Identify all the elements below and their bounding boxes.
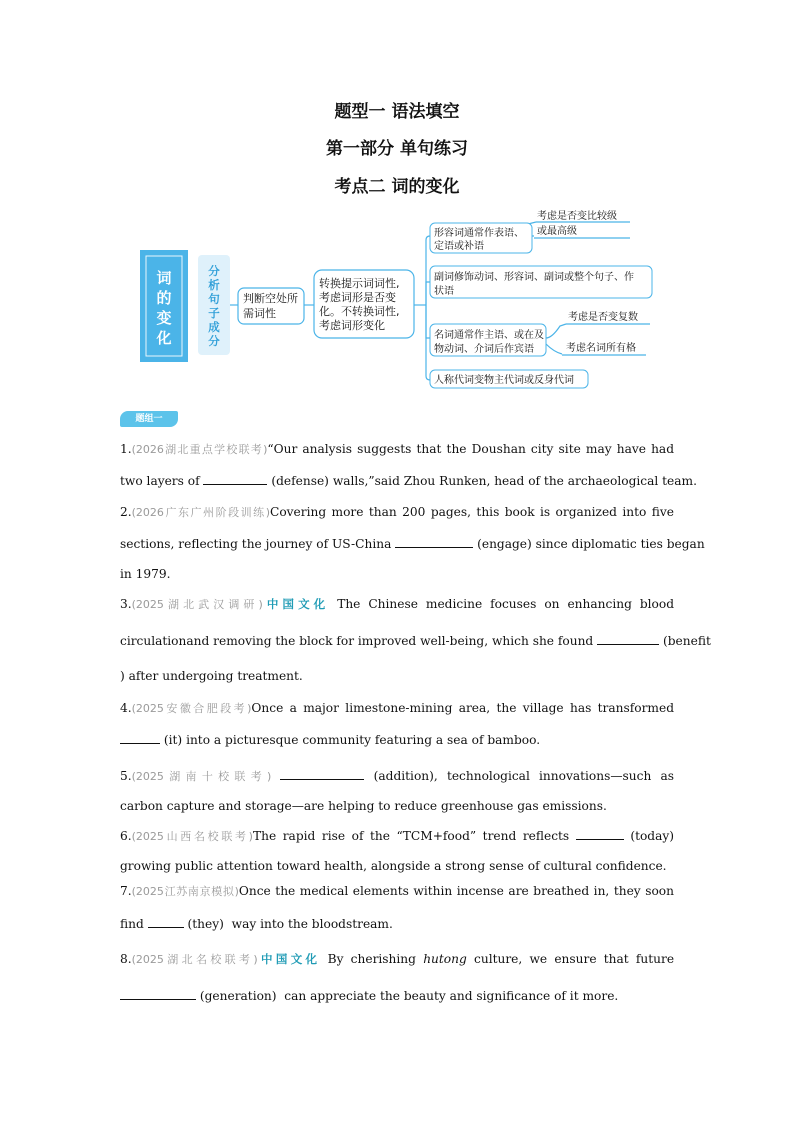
answer-blank[interactable] bbox=[576, 827, 624, 840]
question-3-line-1: 3.(2025湖北武汉调研)中国文化 The Chinese medicine focuses on enhancing blood bbox=[120, 597, 675, 611]
question-source: (2025山西名校联考) bbox=[131, 830, 253, 843]
question-2-line-1: 2.(2026广东广州阶段训练)Covering more than 200 pages, this book is organized into five bbox=[120, 505, 674, 519]
section-title: 第一部分 单句练习 bbox=[326, 139, 468, 159]
question-group-tag: 题组一 bbox=[120, 411, 178, 427]
question-2-line-3: in 1979. bbox=[120, 567, 171, 581]
mm-step1-char: 句 bbox=[208, 292, 220, 306]
question-source: (2025湖北武汉调研) bbox=[131, 598, 263, 611]
mm-step1-char: 分 bbox=[208, 264, 220, 278]
question-5-line-1: 5.(2025湖南十校联考) (addition), technological innovations—such as bbox=[120, 769, 674, 783]
document-title: 题型一 语法填空 bbox=[334, 102, 460, 122]
question-source: (2026湖北重点学校联考) bbox=[131, 443, 268, 456]
mm-root-char: 的 bbox=[156, 289, 172, 307]
mind-map bbox=[0, 0, 794, 420]
question-source: (2026广东广州阶段训练) bbox=[131, 506, 270, 519]
mm-branch1-line: 形容词通常作表语、 bbox=[434, 228, 524, 239]
mm-branch4-line: 人称代词变物主代词或反身代词 bbox=[434, 375, 574, 386]
mm-branch1-leaf-line: 或最高级 bbox=[537, 226, 577, 237]
mm-branch3-leaf2: 考虑名词所有格 bbox=[566, 343, 636, 354]
mm-step2-line: 需词性 bbox=[243, 307, 276, 320]
question-1-line-2: two layers of (defense) walls,”said Zhou Runken, head of the archaeological team. bbox=[120, 474, 697, 488]
mm-root-char: 变 bbox=[156, 309, 172, 327]
mm-step2-line: 判断空处所 bbox=[243, 292, 298, 305]
mm-step1-char: 析 bbox=[208, 278, 220, 292]
question-5-line-2: carbon capture and storage—are helping to reduce greenhouse gas emissions. bbox=[120, 799, 607, 813]
question-source: (2025湖南十校联考) bbox=[131, 770, 272, 783]
mm-root-char: 词 bbox=[156, 269, 172, 287]
question-4-line-1: 4.(2025安徽合肥段考)Once a major limestone-mining area, the village has transformed bbox=[120, 701, 675, 715]
mm-step3-line: 转换提示词词性, bbox=[319, 277, 400, 290]
question-4-line-2: (it) into a picturesque community featuring a sea of bamboo. bbox=[120, 731, 674, 748]
mm-step3-line: 考虑词形变化 bbox=[319, 319, 385, 332]
answer-blank[interactable] bbox=[597, 632, 659, 645]
mm-branch3-leaf1: 考虑是否变复数 bbox=[568, 312, 638, 323]
answer-blank[interactable] bbox=[148, 915, 184, 928]
question-source: (2025江苏南京模拟) bbox=[131, 885, 239, 898]
mm-step1-char: 子 bbox=[208, 306, 220, 320]
mm-branch3-line: 物动词、介词后作宾语 bbox=[434, 344, 534, 355]
mm-step3-line: 考虑词形是否变 bbox=[319, 291, 396, 304]
question-3-line-3: ) after undergoing treatment. bbox=[120, 669, 303, 683]
mm-root-char: 化 bbox=[156, 329, 172, 347]
question-3-line-2: circulationand removing the block for improved well-being, which she found (benefit bbox=[120, 634, 711, 648]
mm-branch3-line: 名词通常作主语、或在及 bbox=[434, 330, 544, 341]
mm-step1-char: 成 bbox=[208, 320, 220, 334]
mm-step1-char: 分 bbox=[208, 334, 220, 348]
culture-badge: 中国文化 bbox=[257, 952, 321, 966]
question-6-line-2: growing public attention toward health, alongside a strong sense of cultural confidence. bbox=[120, 859, 667, 873]
culture-badge: 中国文化 bbox=[262, 597, 330, 611]
question-8-line-1: 8.(2025湖北名校联考)中国文化 By cherishing hutong culture, we ensure that future bbox=[120, 952, 675, 966]
answer-blank[interactable] bbox=[395, 535, 473, 548]
mm-step3-line: 化。不转换词性, bbox=[319, 305, 400, 318]
question-6-line-1: 6.(2025山西名校联考)The rapid rise of the “TCM+food” trend reflects (today) bbox=[120, 829, 675, 843]
question-2-line-2: sections, reflecting the journey of US-China (engage) since diplomatic ties began bbox=[120, 537, 705, 551]
topic-title: 考点二 词的变化 bbox=[334, 177, 460, 197]
question-source: (2025安徽合肥段考) bbox=[131, 702, 252, 715]
answer-blank[interactable] bbox=[120, 987, 196, 1000]
question-7-line-1: 7.(2025江苏南京模拟)Once the medical elements within incense are breathed in, they soon bbox=[120, 884, 674, 898]
question-1-line-1: 1.(2026湖北重点学校联考)“Our analysis suggests that the Doushan city site may have had bbox=[120, 442, 674, 456]
question-7-line-2: find (they) way into the bloodstream. bbox=[120, 917, 393, 931]
mm-branch2-line: 副词修饰动词、形容词、副词或整个句子、作 bbox=[434, 272, 634, 283]
answer-blank[interactable] bbox=[203, 472, 267, 485]
mm-branch2-line: 状语 bbox=[434, 286, 454, 297]
mm-branch1-leaf-line: 考虑是否变比较级 bbox=[537, 211, 617, 222]
answer-blank[interactable] bbox=[280, 767, 364, 780]
answer-blank[interactable] bbox=[120, 731, 160, 744]
question-8-line-2: (generation) can appreciate the beauty and significance of it more. bbox=[120, 987, 674, 1004]
question-source: (2025湖北名校联考) bbox=[131, 953, 258, 966]
mm-branch1-line: 定语或补语 bbox=[434, 241, 484, 252]
